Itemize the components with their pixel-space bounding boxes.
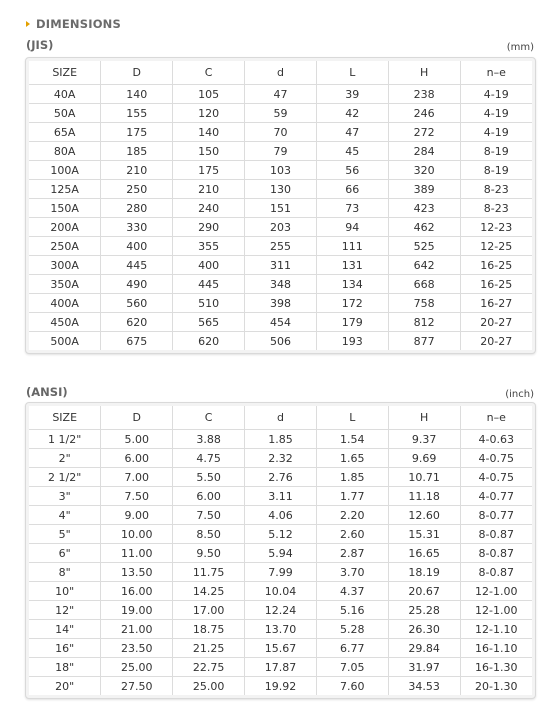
table-cell: 5.12 (245, 525, 317, 544)
table-cell: 500A (29, 332, 101, 351)
table-cell: 560 (101, 294, 173, 313)
table-header-row (29, 406, 532, 430)
column-header: n–e (460, 61, 532, 85)
table-cell: 400A (29, 294, 101, 313)
jis-table-card (25, 57, 536, 354)
table-cell: 151 (245, 199, 317, 218)
table-cell: 1 1/2" (29, 430, 101, 449)
table-cell: 4-0.77 (460, 487, 532, 506)
table-cell: 11.18 (388, 487, 460, 506)
table-cell: 25.00 (101, 658, 173, 677)
table-cell: 100A (29, 161, 101, 180)
table-cell: 50A (29, 104, 101, 123)
table-cell: 2.20 (316, 506, 388, 525)
table-cell: 130 (245, 180, 317, 199)
table-cell: 105 (173, 85, 245, 104)
table-header-row (29, 61, 532, 85)
table-cell: 210 (173, 180, 245, 199)
table-cell: 12" (29, 601, 101, 620)
table-cell: 31.97 (388, 658, 460, 677)
table-cell: 6.00 (173, 487, 245, 506)
table-cell: 450A (29, 313, 101, 332)
table-cell: 134 (316, 275, 388, 294)
table-cell: 7.50 (173, 506, 245, 525)
table-cell: 5.94 (245, 544, 317, 563)
table-cell: 19.92 (245, 677, 317, 696)
table-cell: 20-27 (460, 313, 532, 332)
table-cell: 25.28 (388, 601, 460, 620)
table-cell: 12.60 (388, 506, 460, 525)
table-cell: 2.60 (316, 525, 388, 544)
table-cell: 140 (101, 85, 173, 104)
table-cell: 8-0.87 (460, 544, 532, 563)
table-cell: 172 (316, 294, 388, 313)
table-cell: 179 (316, 313, 388, 332)
table-cell: 4-0.75 (460, 449, 532, 468)
column-header: n–e (460, 406, 532, 430)
table-row (29, 237, 532, 256)
triangle-bullet-icon (26, 21, 30, 27)
table-cell: 20-1.30 (460, 677, 532, 696)
table-cell: 4" (29, 506, 101, 525)
table-row (29, 123, 532, 142)
table-cell: 9.50 (173, 544, 245, 563)
section-heading (26, 17, 121, 31)
table-cell: 193 (316, 332, 388, 351)
table-cell: 8-19 (460, 161, 532, 180)
table-cell: 150A (29, 199, 101, 218)
table-cell: 280 (101, 199, 173, 218)
table-cell: 14.25 (173, 582, 245, 601)
table-cell: 210 (101, 161, 173, 180)
table-cell: 94 (316, 218, 388, 237)
table-cell: 445 (173, 275, 245, 294)
table-cell: 250 (101, 180, 173, 199)
ansi-label: (ANSI) (26, 385, 68, 399)
table-cell: 14" (29, 620, 101, 639)
table-cell: 6.77 (316, 639, 388, 658)
table-cell: 1.85 (316, 468, 388, 487)
column-header: D (101, 406, 173, 430)
table-cell: 490 (101, 275, 173, 294)
table-cell: 2 1/2" (29, 468, 101, 487)
jis-unit: (mm) (506, 42, 534, 53)
table-cell: 8.50 (173, 525, 245, 544)
table-cell: 16-27 (460, 294, 532, 313)
table-cell: 12-1.00 (460, 582, 532, 601)
table-row (29, 161, 532, 180)
table-cell: 80A (29, 142, 101, 161)
table-cell: 2.87 (316, 544, 388, 563)
table-cell: 23.50 (101, 639, 173, 658)
table-cell: 1.77 (316, 487, 388, 506)
table-cell: 10.00 (101, 525, 173, 544)
table-cell: 4-0.63 (460, 430, 532, 449)
table-row (29, 506, 532, 525)
table-cell: 423 (388, 199, 460, 218)
table-cell: 11.75 (173, 563, 245, 582)
table-cell: 18.75 (173, 620, 245, 639)
table-cell: 16.00 (101, 582, 173, 601)
table-cell: 5" (29, 525, 101, 544)
column-header: H (388, 406, 460, 430)
table-cell: 13.70 (245, 620, 317, 639)
column-header: C (173, 61, 245, 85)
table-cell: 42 (316, 104, 388, 123)
table-cell: 4.37 (316, 582, 388, 601)
table-cell: 70 (245, 123, 317, 142)
column-header: D (101, 61, 173, 85)
table-row (29, 620, 532, 639)
table-cell: 10.71 (388, 468, 460, 487)
table-cell: 4-19 (460, 123, 532, 142)
table-row (29, 104, 532, 123)
table-cell: 7.50 (101, 487, 173, 506)
table-row (29, 85, 532, 104)
table-cell: 6" (29, 544, 101, 563)
table-row (29, 294, 532, 313)
table-cell: 16-1.10 (460, 639, 532, 658)
table-cell: 311 (245, 256, 317, 275)
table-cell: 79 (245, 142, 317, 161)
table-row (29, 582, 532, 601)
table-cell: 10.04 (245, 582, 317, 601)
table-cell: 284 (388, 142, 460, 161)
table-cell: 10" (29, 582, 101, 601)
table-cell: 525 (388, 237, 460, 256)
table-cell: 73 (316, 199, 388, 218)
table-cell: 1.65 (316, 449, 388, 468)
table-cell: 445 (101, 256, 173, 275)
table-cell: 120 (173, 104, 245, 123)
table-cell: 21.00 (101, 620, 173, 639)
table-cell: 29.84 (388, 639, 460, 658)
table-cell: 155 (101, 104, 173, 123)
table-cell: 22.75 (173, 658, 245, 677)
table-cell: 668 (388, 275, 460, 294)
ansi-unit: (inch) (505, 389, 534, 400)
table-row (29, 275, 532, 294)
column-header: H (388, 61, 460, 85)
table-cell: 16-25 (460, 275, 532, 294)
table-cell: 4-19 (460, 85, 532, 104)
column-header: L (316, 406, 388, 430)
table-cell: 8-23 (460, 199, 532, 218)
jis-label: (JIS) (26, 38, 54, 52)
table-cell: 12-25 (460, 237, 532, 256)
table-cell: 8-0.87 (460, 563, 532, 582)
table-cell: 565 (173, 313, 245, 332)
table-cell: 9.00 (101, 506, 173, 525)
table-cell: 250A (29, 237, 101, 256)
table-cell: 15.67 (245, 639, 317, 658)
table-cell: 675 (101, 332, 173, 351)
table-cell: 454 (245, 313, 317, 332)
table-cell: 103 (245, 161, 317, 180)
table-cell: 16.65 (388, 544, 460, 563)
table-row (29, 313, 532, 332)
table-row (29, 256, 532, 275)
table-cell: 462 (388, 218, 460, 237)
table-cell: 7.99 (245, 563, 317, 582)
table-cell: 4-19 (460, 104, 532, 123)
table-cell: 21.25 (173, 639, 245, 658)
table-cell: 758 (388, 294, 460, 313)
table-cell: 8-0.87 (460, 525, 532, 544)
table-cell: 620 (101, 313, 173, 332)
table-cell: 1.85 (245, 430, 317, 449)
table-cell: 9.69 (388, 449, 460, 468)
table-cell: 125A (29, 180, 101, 199)
table-cell: 355 (173, 237, 245, 256)
table-cell: 812 (388, 313, 460, 332)
table-cell: 16-25 (460, 256, 532, 275)
table-cell: 34.53 (388, 677, 460, 696)
table-cell: 7.60 (316, 677, 388, 696)
table-cell: 246 (388, 104, 460, 123)
table-cell: 131 (316, 256, 388, 275)
table-cell: 8-23 (460, 180, 532, 199)
table-cell: 3" (29, 487, 101, 506)
table-cell: 255 (245, 237, 317, 256)
heading-text: DIMENSIONS (36, 17, 121, 31)
table-cell: 8" (29, 563, 101, 582)
table-cell: 8-0.77 (460, 506, 532, 525)
table-row (29, 449, 532, 468)
table-cell: 4-0.75 (460, 468, 532, 487)
table-row (29, 525, 532, 544)
column-header: SIZE (29, 406, 101, 430)
ansi-table (29, 406, 532, 695)
table-cell: 320 (388, 161, 460, 180)
table-cell: 17.87 (245, 658, 317, 677)
table-cell: 506 (245, 332, 317, 351)
table-cell: 20.67 (388, 582, 460, 601)
table-cell: 47 (245, 85, 317, 104)
table-cell: 203 (245, 218, 317, 237)
table-cell: 350A (29, 275, 101, 294)
table-cell: 16-1.30 (460, 658, 532, 677)
table-cell: 65A (29, 123, 101, 142)
table-cell: 400 (101, 237, 173, 256)
table-cell: 642 (388, 256, 460, 275)
table-cell: 510 (173, 294, 245, 313)
column-header: C (173, 406, 245, 430)
table-cell: 27.50 (101, 677, 173, 696)
table-cell: 5.28 (316, 620, 388, 639)
table-cell: 12.24 (245, 601, 317, 620)
column-header: d (245, 406, 317, 430)
table-cell: 66 (316, 180, 388, 199)
table-row (29, 218, 532, 237)
table-cell: 20" (29, 677, 101, 696)
table-cell: 11.00 (101, 544, 173, 563)
table-cell: 18.19 (388, 563, 460, 582)
table-row (29, 544, 532, 563)
table-cell: 19.00 (101, 601, 173, 620)
table-cell: 16" (29, 639, 101, 658)
table-cell: 45 (316, 142, 388, 161)
table-cell: 25.00 (173, 677, 245, 696)
table-cell: 40A (29, 85, 101, 104)
table-cell: 200A (29, 218, 101, 237)
table-cell: 7.00 (101, 468, 173, 487)
table-cell: 5.16 (316, 601, 388, 620)
table-cell: 111 (316, 237, 388, 256)
table-cell: 12-1.10 (460, 620, 532, 639)
table-row (29, 180, 532, 199)
table-cell: 398 (245, 294, 317, 313)
table-cell: 877 (388, 332, 460, 351)
table-cell: 348 (245, 275, 317, 294)
table-cell: 2.76 (245, 468, 317, 487)
table-cell: 238 (388, 85, 460, 104)
table-cell: 56 (316, 161, 388, 180)
table-cell: 2" (29, 449, 101, 468)
table-cell: 59 (245, 104, 317, 123)
table-cell: 12-1.00 (460, 601, 532, 620)
ansi-table-card (25, 402, 536, 699)
table-row (29, 487, 532, 506)
table-cell: 2.32 (245, 449, 317, 468)
jis-table (29, 61, 532, 350)
column-header: L (316, 61, 388, 85)
table-cell: 620 (173, 332, 245, 351)
table-cell: 8-19 (460, 142, 532, 161)
table-cell: 150 (173, 142, 245, 161)
table-cell: 7.05 (316, 658, 388, 677)
table-cell: 4.06 (245, 506, 317, 525)
table-row (29, 601, 532, 620)
table-cell: 4.75 (173, 449, 245, 468)
table-cell: 175 (173, 161, 245, 180)
table-cell: 13.50 (101, 563, 173, 582)
table-cell: 3.11 (245, 487, 317, 506)
table-row (29, 332, 532, 351)
table-row (29, 430, 532, 449)
table-cell: 240 (173, 199, 245, 218)
table-row (29, 658, 532, 677)
table-cell: 15.31 (388, 525, 460, 544)
table-cell: 389 (388, 180, 460, 199)
column-header: SIZE (29, 61, 101, 85)
table-cell: 6.00 (101, 449, 173, 468)
table-row (29, 468, 532, 487)
table-cell: 47 (316, 123, 388, 142)
table-cell: 1.54 (316, 430, 388, 449)
table-cell: 12-23 (460, 218, 532, 237)
table-cell: 3.70 (316, 563, 388, 582)
table-cell: 330 (101, 218, 173, 237)
table-cell: 26.30 (388, 620, 460, 639)
table-row (29, 639, 532, 658)
table-cell: 140 (173, 123, 245, 142)
table-row (29, 199, 532, 218)
table-row (29, 142, 532, 161)
table-row (29, 563, 532, 582)
table-row (29, 677, 532, 696)
table-cell: 290 (173, 218, 245, 237)
table-cell: 300A (29, 256, 101, 275)
table-cell: 185 (101, 142, 173, 161)
column-header: d (245, 61, 317, 85)
table-cell: 5.50 (173, 468, 245, 487)
table-cell: 17.00 (173, 601, 245, 620)
table-cell: 272 (388, 123, 460, 142)
table-cell: 9.37 (388, 430, 460, 449)
table-cell: 18" (29, 658, 101, 677)
table-cell: 400 (173, 256, 245, 275)
table-cell: 5.00 (101, 430, 173, 449)
table-cell: 175 (101, 123, 173, 142)
table-cell: 20-27 (460, 332, 532, 351)
table-cell: 39 (316, 85, 388, 104)
table-cell: 3.88 (173, 430, 245, 449)
